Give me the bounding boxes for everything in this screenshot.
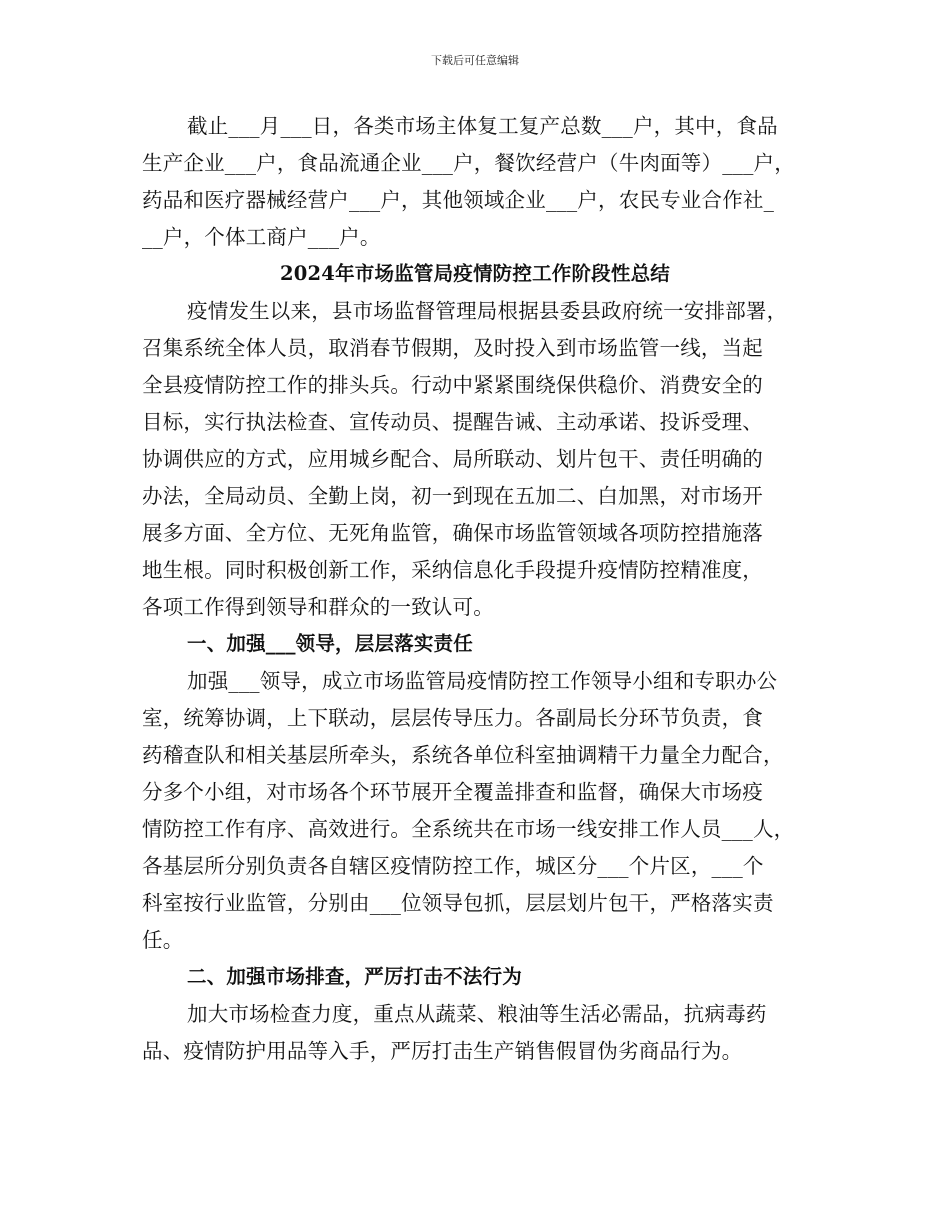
body-line: 召集系统全体人员，取消春节假期，及时投入到市场监管一线，当起 (142, 336, 763, 360)
document-title: 2024年市场监管局疫情防控工作阶段性总结 (280, 262, 670, 285)
intro-line: __户，个体工商户___户。 (142, 225, 381, 249)
section-1-line: 科室按行业监管，分别由___位领导包抓，层层划片包干，严格落实责 (142, 891, 774, 915)
section-1-line: 室，统筹协调，上下联动，层层传导压力。各副局长分环节负责，食 (142, 706, 763, 730)
body-line: 各项工作得到领导和群众的一致认可。 (142, 595, 494, 619)
section-2-heading: 二、加强市场排查，严厉打击不法行为 (187, 965, 522, 988)
section-1-line: 分多个小组，对市场各个环节展开全覆盖排查和监督，确保大市场疫 (142, 780, 763, 804)
intro-line: 生产企业___户，食品流通企业___户，餐饮经营户（牛肉面等）___户， (142, 151, 795, 175)
body-line: 协调供应的方式，应用城乡配合、局所联动、划片包干、责任明确的 (142, 447, 763, 471)
body-line: 地生根。同时积极创新工作，采纳信息化手段提升疫情防控精准度， (142, 558, 763, 582)
section-1-heading: 一、加强___领导，层层落实责任 (187, 632, 473, 655)
body-line: 目标，实行执法检查、宣传动员、提醒告诫、主动承诺、投诉受理、 (142, 410, 763, 434)
section-2-line: 加大市场检查力度，重点从蔬菜、粮油等生活必需品，抗病毒药 (187, 1002, 767, 1026)
body-line: 疫情发生以来，县市场监督管理局根据县委县政府统一安排部署， (187, 299, 788, 323)
body-line: 办法，全局动员、全勤上岗，初一到现在五加二、白加黑，对市场开 (142, 484, 763, 508)
section-1-line: 药稽查队和相关基层所牵头，系统各单位科室抽调精干力量全力配合， (142, 743, 784, 767)
body-line: 展多方面、全方位、无死角监管，确保市场监管领域各项防控措施落 (142, 521, 763, 545)
intro-line: 截止___月___日，各类市场主体复工复产总数___户，其中，食品 (187, 114, 778, 138)
body-line: 全县疫情防控工作的排头兵。行动中紧紧围绕保供稳价、消费安全的 (142, 373, 763, 397)
page-header: 下载后可任意编辑 (431, 54, 519, 67)
section-1-line: 情防控工作有序、高效进行。全系统共在市场一线安排工作人员___人， (142, 817, 795, 841)
section-1-line: 加强___领导，成立市场监管局疫情防控工作领导小组和专职办公 (187, 669, 778, 693)
intro-line: 药品和医疗器械经营户___户，其他领域企业___户，农民专业合作社_ (142, 188, 775, 212)
section-2-line: 品、疫情防护用品等入手，严厉打击生产销售假冒伪劣商品行为。 (142, 1039, 743, 1063)
section-1-line: 各基层所分别负责各自辖区疫情防控工作，城区分___个片区，___个 (142, 854, 764, 878)
section-1-line: 任。 (142, 928, 184, 952)
